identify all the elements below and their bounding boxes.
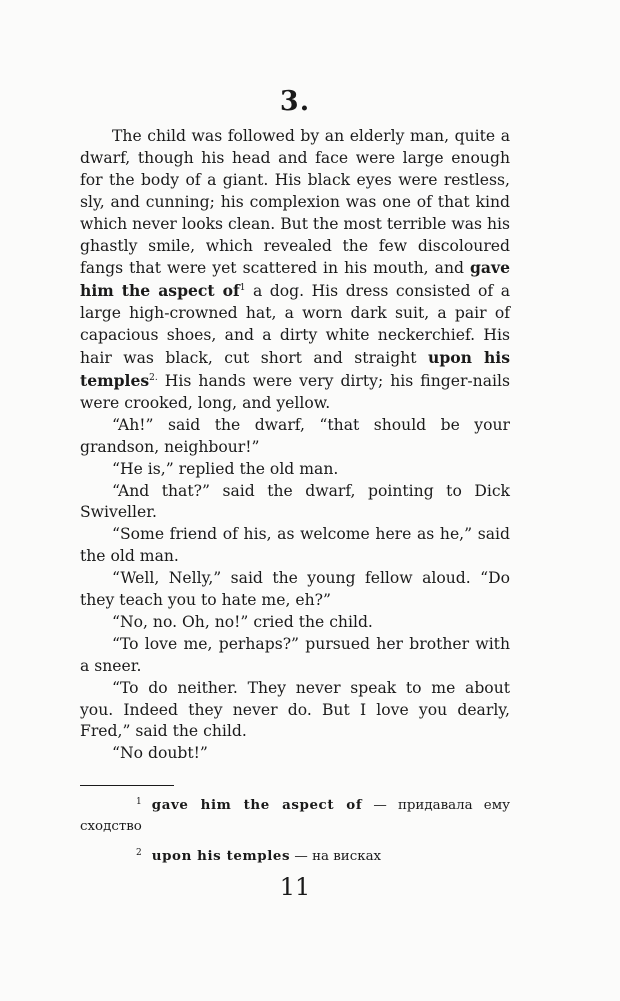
footnote-1 (80, 792, 510, 837)
paragraph-8: “To love me, perhaps?” pursued her brother with a sneer. (80, 634, 510, 675)
glossed-phrase-1: gave him the aspect of (80, 258, 510, 301)
footnote-marker-2: 2. (149, 372, 158, 383)
paragraph-7: “No, no. Oh, no!” cried the child. (112, 612, 373, 631)
paragraph-1 (80, 126, 510, 415)
paragraph-4: “And that?” said the dwarf, pointing to Dick Swiveller. (80, 481, 510, 522)
footnote-1-term: gave him the aspect of (151, 797, 363, 813)
paragraph-1-text-c: a dog. His dress consisted of a large high-crowned hat, a worn dark suit, a pair of capacious shoes, and a dirty white neckerchief. His hair was black, cut short and straight (80, 282, 510, 368)
paragraph-9: “To do neither. They never speak to me about you. Indeed they never do. But I love you dearly, Fred,” said the child. (80, 678, 510, 741)
paragraph-5: “Some friend of his, as welcome here as he,” said the old man. (80, 525, 510, 566)
paragraph-6: “Well, Nelly,” said the young fellow aloud. “Do they teach you to hate me, eh?” (80, 569, 510, 610)
footnotes (80, 792, 510, 873)
footnote-2 (80, 843, 510, 867)
body-text (80, 126, 510, 765)
book-page (80, 0, 510, 1001)
paragraph-1-text-a: The child was followed by an elderly man, quite a dwarf, though his head and face were large enough for the body of a giant. His black eyes were restless, sly, and cunning; his complexion was one of that kind which never looks clean. But the most terrible was his ghastly smile, which revealed the few discoloured fangs that were yet scattered in his mouth, and (80, 127, 511, 278)
footnote-1-translation: — придавала ему сходство (80, 798, 511, 834)
paragraph-2: “Ah!” said the dwarf, “that should be your grandson, neighbour!” (80, 415, 510, 456)
paragraph-3: “He is,” replied the old man. (112, 459, 339, 478)
footnote-1-number: 1 (136, 797, 142, 807)
paragraph-10: “No doubt!” (112, 744, 208, 763)
chapter-number: 3. (279, 86, 311, 117)
footnote-2-number: 2 (136, 848, 142, 858)
footnote-divider (80, 785, 174, 786)
glossed-phrase-2: upon his temples (80, 348, 510, 390)
page-number: 11 (279, 873, 311, 901)
footnote-2-translation: — на висках (290, 849, 382, 864)
paragraph-1-text-d: His hands were very dirty; his finger-nails were crooked, long, and yellow. (80, 371, 510, 412)
footnote-2-term: upon his temples (151, 848, 291, 864)
footnote-marker-1: 1 (239, 283, 246, 294)
